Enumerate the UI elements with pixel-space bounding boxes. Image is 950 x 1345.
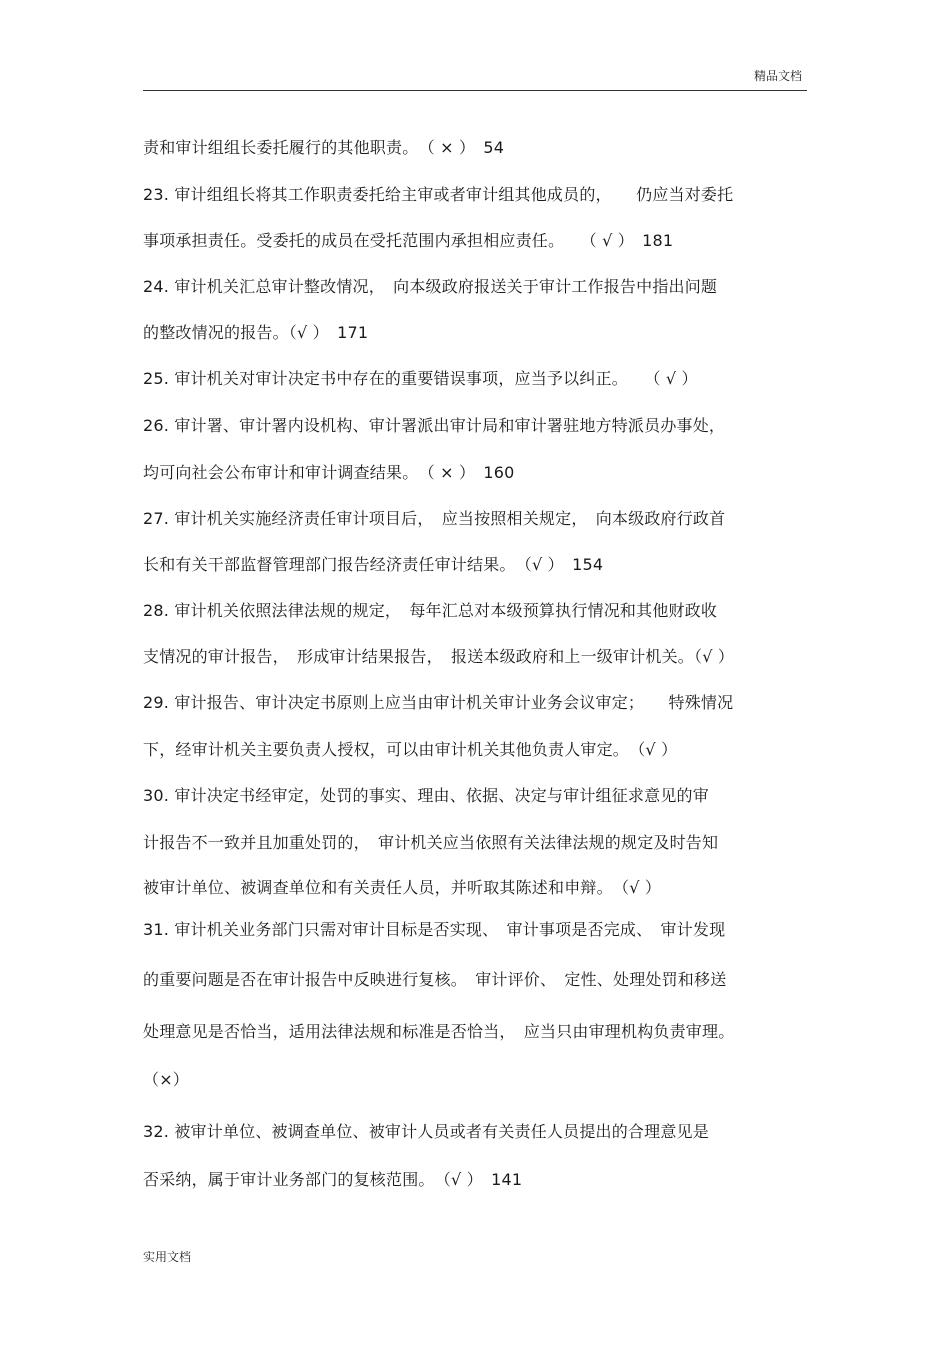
text-line: 处理意见是否恰当，适用法律法规和标准是否恰当， 应当只由审理机构负责审理。 bbox=[143, 1022, 735, 1041]
text-line: 32. 被审计单位、被调查单位、被审计人员或者有关责任人员提出的合理意见是 bbox=[143, 1122, 709, 1141]
text-line: 26. 审计署、审计署内设机构、审计署派出审计局和审计署驻地方特派员办事处， bbox=[143, 416, 726, 435]
text-line: 31. 审计机关业务部门只需对审计目标是否实现、 审计事项是否完成、 审计发现 bbox=[143, 920, 726, 939]
text-line: 30. 审计决定书经审定，处罚的事实、理由、依据、决定与审计组征求意见的审 bbox=[143, 786, 709, 805]
text-line: 长和有关干部监督管理部门报告经济责任审计结果。 （√ ） 154 bbox=[143, 555, 604, 574]
text-line: 23. 审计组组长将其工作职责委托给主审或者审计组其他成员的， 仍应当对委托 bbox=[143, 185, 734, 204]
text-line: 29. 审计报告、审计决定书原则上应当由审计机关审计业务会议审定； 特殊情况 bbox=[143, 693, 734, 712]
page-header-label: 精品文档 bbox=[753, 69, 802, 83]
text-line: 下，经审计机关主要负责人授权，可以由审计机关其他负责人审定。 （√ ） bbox=[143, 740, 678, 759]
header-rule bbox=[143, 90, 807, 91]
text-line: 27. 审计机关实施经济责任审计项目后， 应当按照相关规定， 向本级政府行政首 bbox=[143, 509, 726, 528]
text-line: 25. 审计机关对审计决定书中存在的重要错误事项，应当予以纠正。 （ √ ） bbox=[143, 369, 698, 388]
text-line: 28. 审计机关依照法律法规的规定， 每年汇总对本级预算执行情况和其他财政收 bbox=[143, 601, 718, 620]
text-line: 计报告不一致并且加重处罚的， 审计机关应当依照有关法律法规的规定及时告知 bbox=[143, 833, 719, 852]
text-line: （×） bbox=[143, 1070, 190, 1089]
text-line: 被审计单位、被调查单位和有关责任人员，并听取其陈述和申辩。 （√ ） bbox=[143, 878, 662, 897]
text-line: 责和审计组组长委托履行的其他职责。 （ × ） 54 bbox=[143, 138, 505, 157]
page-footer-label: 实用文档 bbox=[143, 1250, 192, 1264]
text-line: 24. 审计机关汇总审计整改情况， 向本级政府报送关于审计工作报告中指出问题 bbox=[143, 277, 718, 296]
text-line: 均可向社会公布审计和审计调查结果。 （ × ） 160 bbox=[143, 463, 515, 482]
text-line: 事项承担责任。受委托的成员在受托范围内承担相应责任。 （ √ ） 181 bbox=[143, 231, 674, 250]
text-line: 的重要问题是否在审计报告中反映进行复核。 审计评价、 定性、处理处罚和移送 bbox=[143, 970, 727, 989]
text-line: 的整改情况的报告。（√ ） 171 bbox=[143, 323, 369, 342]
text-line: 支情况的审计报告， 形成审计结果报告， 报送本级政府和上一级审计机关。（√ ） bbox=[143, 647, 735, 666]
text-line: 否采纳，属于审计业务部门的复核范围。 （√ ） 141 bbox=[143, 1170, 523, 1189]
